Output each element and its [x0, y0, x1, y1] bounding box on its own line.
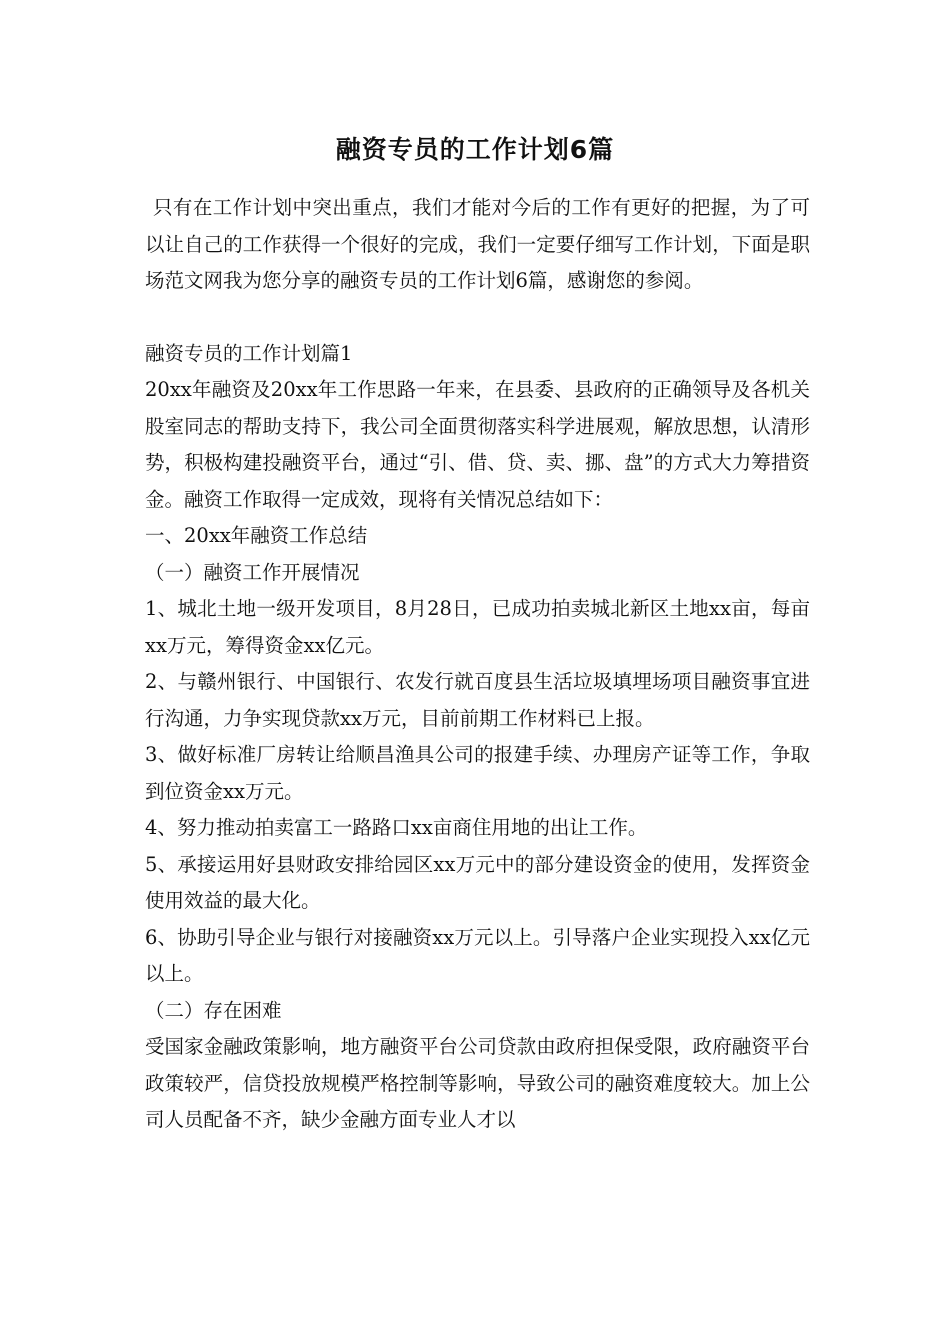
- document-body: [145, 190, 810, 1139]
- body-paragraph: 受国家金融政策影响，地方融资平台公司贷款由政府担保受限，政府融资平台政策较严，信贷投放规模严格控制等影响，导致公司的融资难度较大。加上公司人员配备不齐，缺少金融方面专业人才以: [145, 1035, 810, 1131]
- document-title: 融资专员的工作计划6篇: [335, 135, 615, 164]
- body-paragraph: （二）存在困难: [145, 998, 282, 1022]
- body-paragraph: 一、20xx年融资工作总结: [145, 524, 368, 547]
- body-paragraph: 1、城北土地一级开发项目，8月28日，已成功拍卖城北新区土地xx亩，每亩xx万元，筹得资金xx亿元。: [145, 597, 810, 657]
- body-paragraph: 4、努力推动拍卖富工一路路口xx亩商住用地的出让工作。: [145, 816, 648, 839]
- body-paragraph: 2、与赣州银行、中国银行、农发行就百度县生活垃圾填埋场项目融资事宜进行沟通，力争实现贷款xx万元，目前前期工作材料已上报。: [145, 670, 810, 730]
- body-paragraph: 5、承接运用好县财政安排给园区xx万元中的部分建设资金的使用，发挥资金使用效益的最大化。: [145, 852, 810, 912]
- body-paragraph: （一）融资工作开展情况: [145, 560, 360, 584]
- intro-paragraph: 只有在工作计划中突出重点，我们才能对今后的工作有更好的把握，为了可以让自己的工作获得一个很好的完成，我们一定要仔细写工作计划，下面是职场范文网我为您分享的融资专员的工作计划6篇，感谢您的参阅。: [145, 196, 810, 292]
- body-paragraph: 3、做好标准厂房转让给顺昌渔具公司的报建手续、办理房产证等工作，争取到位资金xx万元。: [145, 743, 810, 803]
- body-paragraph: 20xx年融资及20xx年工作思路一年来，在县委、县政府的正确领导及各机关股室同志的帮助支持下，我公司全面贯彻落实科学进展观，解放思想，认清形势，积极构建投融资平台，通过“引、借、贷、卖、挪、盘”的方式大力筹措资金。融资工作取得一定成效，现将有关情况总结如下：: [145, 378, 810, 511]
- body-paragraph: 6、协助引导企业与银行对接融资xx万元以上。引导落户企业实现投入xx亿元以上。: [145, 925, 810, 985]
- paragraph-gap: [145, 300, 810, 336]
- section-heading: 融资专员的工作计划篇1: [145, 341, 353, 365]
